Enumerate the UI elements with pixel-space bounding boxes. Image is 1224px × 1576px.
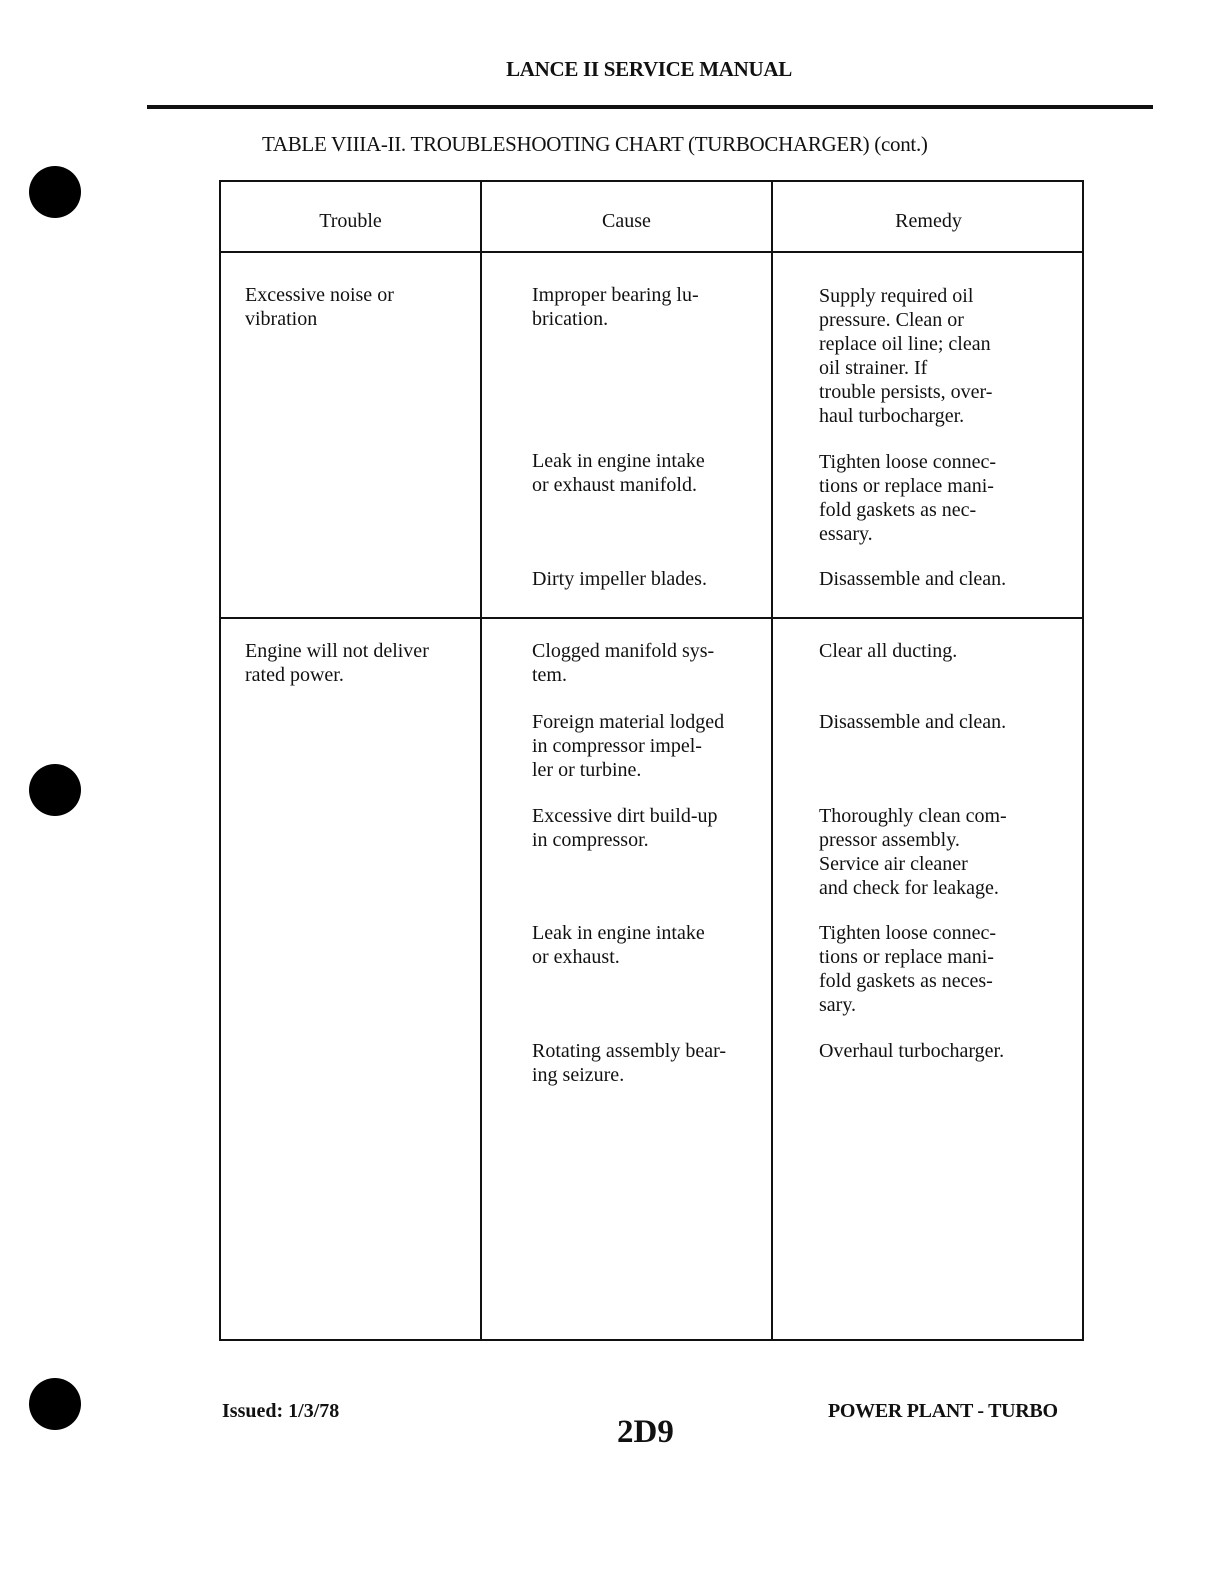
cause-cell: Leak in engine intake or exhaust. [532,922,705,968]
trouble-cell: Engine will not deliver rated power. [245,640,429,686]
remedy-cell: Tighten loose connec- tions or replace mani- fold gaskets as nec- essary. [819,451,997,545]
column-divider [480,182,482,1339]
column-divider [771,182,773,1339]
cause-cell: Clogged manifold sys- tem. [532,640,715,686]
table-caption: TABLE VIIIA-II. TROUBLESHOOTING CHART (TURBOCHARGER) (cont.) [262,132,928,156]
group-divider [221,617,1082,619]
column-header-remedy: Remedy [895,210,962,232]
issued-date: Issued: 1/3/78 [222,1400,340,1422]
header-rule [147,105,1153,109]
header-divider [221,251,1082,253]
binder-hole [29,1378,81,1430]
binder-hole [29,764,81,816]
remedy-cell: Overhaul turbocharger. [819,1040,1005,1062]
cause-cell: Leak in engine intake or exhaust manifold. [532,450,705,496]
remedy-cell: Clear all ducting. [819,640,958,662]
trouble-cell: Excessive noise or vibration [245,284,394,330]
column-header-cause: Cause [602,210,651,232]
remedy-cell: Disassemble and clean. [819,711,1007,733]
section-name: POWER PLANT - TURBO [828,1400,1058,1422]
cause-cell: Excessive dirt build-up in compressor. [532,805,718,851]
manual-title: LANCE II SERVICE MANUAL [506,57,792,81]
remedy-cell: Thoroughly clean com- pressor assembly. Service air cleaner and check for leakage. [819,805,1007,899]
troubleshooting-table [219,180,1084,1341]
column-header-trouble: Trouble [319,210,382,232]
binder-hole [29,166,81,218]
cause-cell: Rotating assembly bear- ing seizure. [532,1040,726,1086]
remedy-cell: Supply required oil pressure. Clean or replace oil line; clean oil strainer. If trouble persists, over- haul turbocharger. [819,285,993,427]
page-number: 2D9 [617,1414,674,1450]
cause-cell: Dirty impeller blades. [532,568,707,590]
remedy-cell: Tighten loose connec- tions or replace mani- fold gaskets as neces- sary. [819,922,997,1016]
remedy-cell: Disassemble and clean. [819,568,1007,590]
cause-cell: Foreign material lodged in compressor impel- ler or turbine. [532,711,725,781]
cause-cell: Improper bearing lu- brication. [532,284,699,330]
